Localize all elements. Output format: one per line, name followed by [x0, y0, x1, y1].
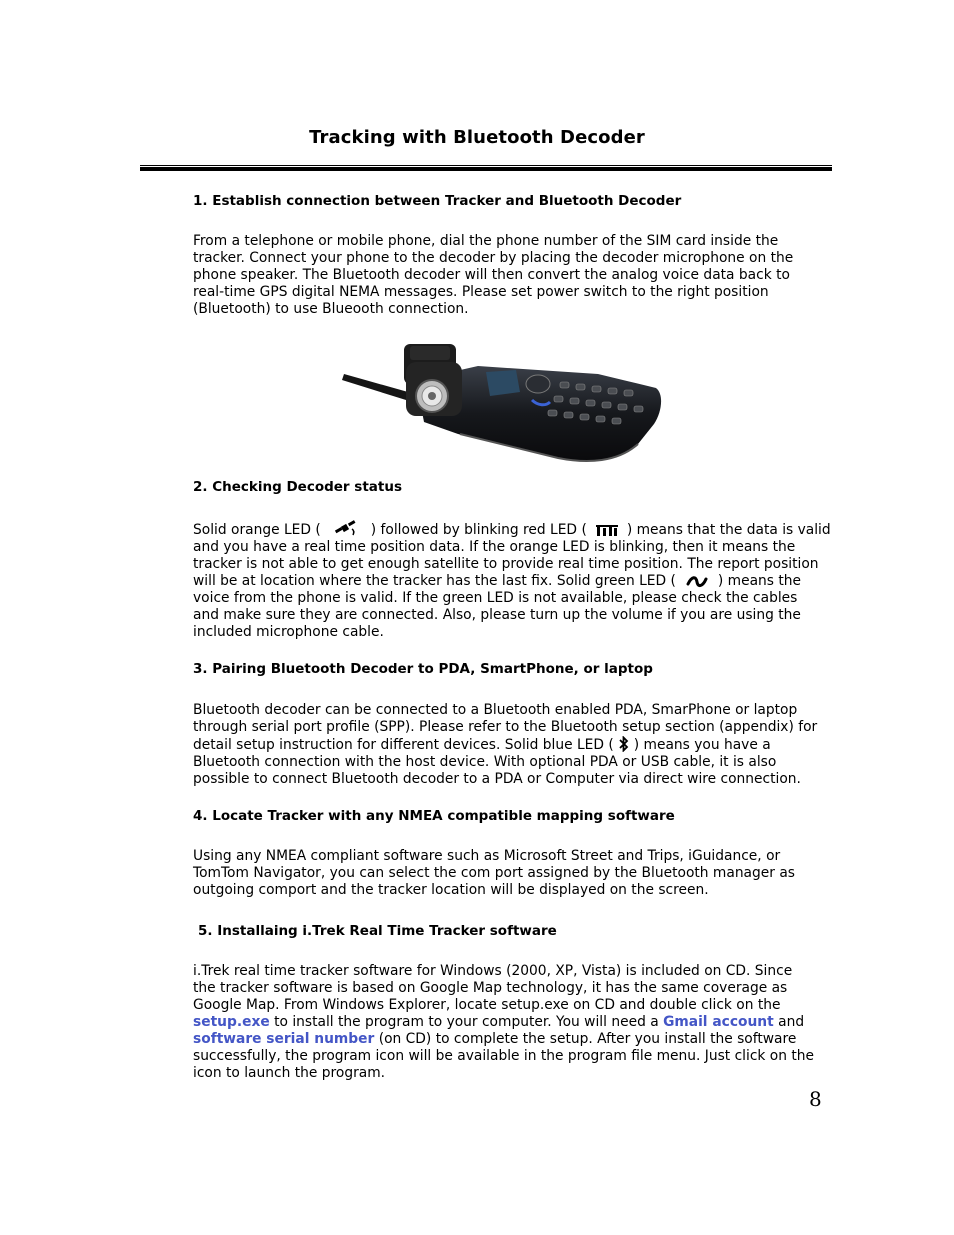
section-1-heading: 1. Establish connection between Tracker and Bluetooth Decoder [193, 193, 682, 209]
text-segment: will be at location where the tracker has the last fix. Solid green LED ( [193, 573, 676, 589]
text-line [193, 1014, 841, 1031]
wave-icon [686, 576, 708, 588]
text-line: through serial port profile (SPP). Please refer to the Bluetooth setup section (appendix) for [193, 719, 818, 735]
text-line: tracker. Connect your phone to the decoder by placing the decoder microphone on the [193, 250, 794, 266]
text-line: Bluetooth connection with the host device. With optional PDA or USB cable, it is also [193, 754, 777, 770]
bluetooth-icon [619, 736, 629, 752]
text-segment: ) means that the data is valid [626, 522, 831, 538]
text-line: i.Trek real time tracker software for Windows (2000, XP, Vista) is included on CD. Since [193, 963, 793, 979]
text-segment: detail setup instruction for different devices. Solid blue LED ( [193, 737, 614, 753]
text-line: and you have a real time position data. If the orange LED is blinking, then it means the [193, 539, 796, 555]
text-line: and make sure they are connected. Also, please turn up the volume if you are using the [193, 607, 801, 623]
text-line: voice from the phone is valid. If the green LED is not available, please check the cables [193, 590, 798, 606]
text-line: tracker is not able to get enough satellite to provide real time position. The report position [193, 556, 819, 572]
section-2-heading: 2. Checking Decoder status [193, 479, 402, 495]
section-5-text [193, 963, 841, 1082]
section-4-text [193, 848, 841, 899]
section-2-text [193, 519, 841, 641]
text-line [193, 1031, 841, 1048]
section-3-text [193, 702, 841, 788]
text-segment: (on CD) to complete the setup. After you install the software [374, 1031, 797, 1047]
setup-exe-link[interactable]: setup.exe [193, 1014, 270, 1030]
page-number: 8 [809, 1087, 822, 1111]
text-line: icon to launch the program. [193, 1065, 386, 1081]
text-line [193, 736, 841, 754]
text-segment: to install the program to your computer. You will need a [269, 1014, 664, 1030]
page-title: Tracking with Bluetooth Decoder [309, 127, 645, 148]
text-line: TomTom Navigator, you can select the com port assigned by the Bluetooth manager as [193, 865, 795, 881]
signal-icon [596, 523, 618, 537]
text-line: possible to connect Bluetooth decoder to a PDA or Computer via direct wire connection. [193, 771, 801, 787]
text-segment: and [773, 1014, 805, 1030]
section-5-heading: 5. Installaing i.Trek Real Time Tracker software [198, 923, 557, 939]
text-segment: ) means the [717, 573, 801, 589]
text-line: Using any NMEA compliant software such as Microsoft Street and Trips, iGuidance, or [193, 848, 781, 864]
title-rule [140, 165, 832, 173]
text-line: From a telephone or mobile phone, dial the phone number of the SIM card inside the [193, 233, 779, 249]
text-segment: Solid orange LED ( [193, 522, 321, 538]
text-line: the tracker software is based on Google Map technology, it has the same coverage as [193, 980, 788, 996]
text-line: Bluetooth decoder can be connected to a Bluetooth enabled PDA, SmarPhone or laptop [193, 702, 798, 718]
section-4-heading: 4. Locate Tracker with any NMEA compatible mapping software [193, 808, 675, 824]
title-rule-thin [140, 165, 832, 166]
text-line: phone speaker. The Bluetooth decoder will then convert the analog voice data back to [193, 267, 790, 283]
text-line: Google Map. From Windows Explorer, locate setup.exe on CD and double click on the [193, 997, 781, 1013]
satellite-icon [334, 519, 358, 537]
text-line: real-time GPS digital NEMA messages. Please set power switch to the right position [193, 284, 769, 300]
section-3-heading: 3. Pairing Bluetooth Decoder to PDA, SmartPhone, or laptop [193, 661, 653, 677]
text-line: (Bluetooth) to use Blueooth connection. [193, 301, 469, 317]
section-1-text [193, 233, 841, 318]
software-serial-number-link[interactable]: software serial number [193, 1031, 375, 1047]
text-segment: ) followed by blinking red LED ( [370, 522, 587, 538]
text-line [193, 519, 841, 539]
text-segment: ) means you have a [633, 737, 771, 753]
text-line: outgoing comport and the tracker location will be displayed on the screen. [193, 882, 709, 898]
text-line: successfully, the program icon will be available in the program file menu. Just click on the [193, 1048, 815, 1064]
phone-decoder-image [338, 322, 664, 464]
text-line: included microphone cable. [193, 624, 384, 640]
text-line [193, 573, 841, 590]
gmail-account-link[interactable]: Gmail account [663, 1014, 774, 1030]
title-rule-thick [140, 167, 832, 171]
